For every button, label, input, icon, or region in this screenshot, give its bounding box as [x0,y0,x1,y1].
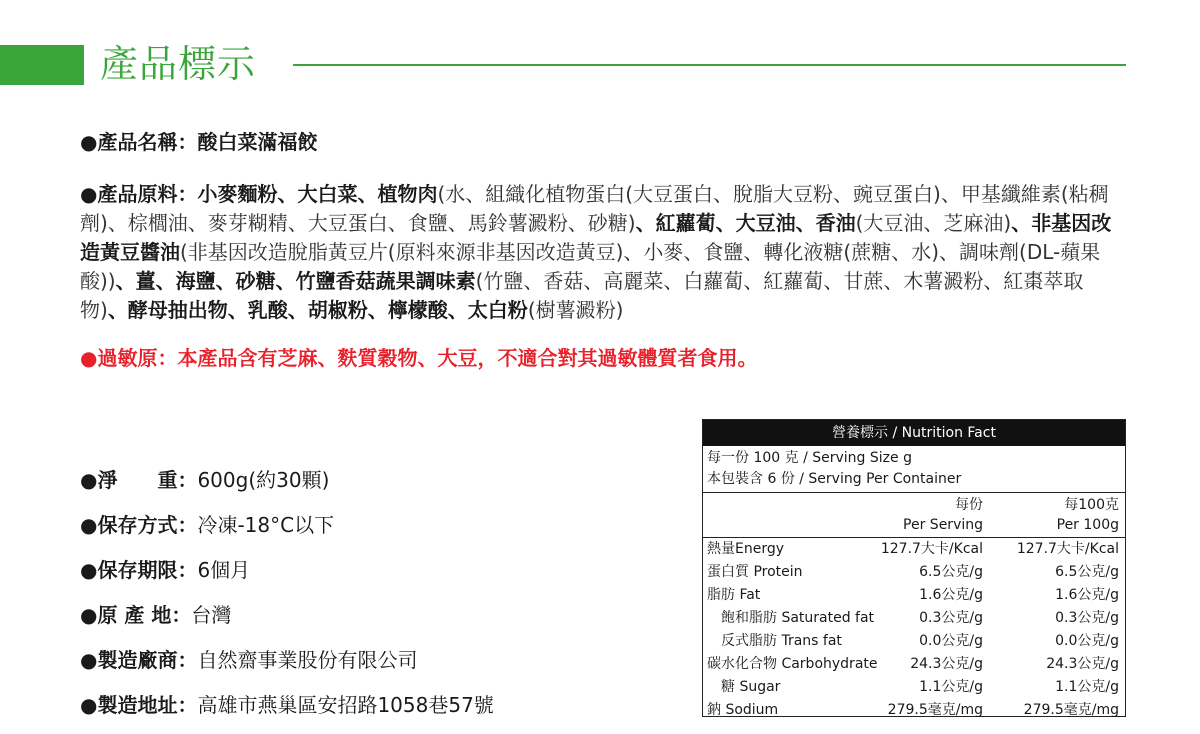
nutrition-title: 營養標示 / Nutrition Fact [703,420,1125,446]
nutrient-name: 飽和脂肪 Saturated fat [721,610,875,626]
info-label: 保存方式： [97,513,198,537]
nutrition-row [703,676,1125,699]
info-value: 台灣 [191,603,232,627]
ingredient-detail: (大豆油、芝麻油) [855,211,1012,235]
bullet-icon: ● [80,346,98,370]
ingredients-label: 產品原料： [97,182,198,206]
ingredient-main: 、酵母抽出物、乳酸、胡椒粉、檸檬酸、太白粉 [107,298,528,322]
col-per-serving-zh: 每份 [955,497,983,513]
info-row-storage [80,511,334,539]
info-row-address [80,691,494,719]
nutrient-per-serving: 1.6公克/g [919,587,983,603]
nutrient-per-100g: 1.1公克/g [1055,679,1119,695]
servings-per-container: 本包裝含 6 份 / Serving Per Container [707,471,962,487]
product-name-label: 產品名稱： [97,130,198,154]
bullet-icon: ● [80,693,98,717]
nutrient-per-serving: 279.5毫克/mg [887,702,983,718]
nutrition-row [703,561,1125,584]
allergen-text: 過敏原：本產品含有芝麻、麩質穀物、大豆，不適合對其過敏體質者食用。 [97,346,758,370]
bullet-icon: ● [80,130,98,154]
nutrition-column-headers [703,493,1125,537]
nutrition-row [703,584,1125,607]
info-label: 保存期限： [97,558,198,582]
nutrient-name: 熱量Energy [707,541,785,557]
col-per-100g-zh: 每100克 [1064,497,1119,513]
nutrient-per-100g: 6.5公克/g [1055,564,1119,580]
bullet-icon: ● [80,468,98,492]
nutrition-row [703,653,1125,676]
info-value: 600g(約30顆) [197,468,330,492]
bullet-icon: ● [80,603,98,627]
ingredients-text [80,182,1111,322]
ingredient-detail: (非基因改造脫脂黃豆片(原料來源非基因改造黃豆)、小麥、食鹽、轉化液糖(蔗糖、水)、調味劑(DL-蘋果酸)) [80,240,1101,293]
info-row-origin [80,601,231,629]
nutrient-name: 蛋白質 Protein [707,564,803,580]
ingredient-main: 、紅蘿蔔、大豆油、香油 [635,211,856,235]
nutrient-name: 脂肪 Fat [707,587,761,603]
ingredient-detail: (樹薯澱粉) [527,298,624,322]
nutrient-per-serving: 6.5公克/g [919,564,983,580]
bullet-icon: ● [80,558,98,582]
nutrient-per-serving: 127.7大卡/Kcal [880,541,983,557]
info-value: 高雄市燕巢區安招路1058巷57號 [197,693,494,717]
bullet-icon: ● [80,182,98,206]
nutrient-per-serving: 0.3公克/g [919,610,983,626]
info-label: 製造廠商： [97,648,198,672]
nutrient-name: 反式脂肪 Trans fat [721,633,842,649]
ingredient-main: 、薑、海鹽、砂糖、竹鹽香菇蔬果調味素 [115,269,476,293]
info-label: 原 產 地： [97,603,192,627]
ingredients-block [80,180,1130,325]
nutrient-per-100g: 24.3公克/g [1046,656,1119,672]
bullet-icon: ● [80,513,98,537]
info-value: 冷凍-18°C以下 [197,513,335,537]
serving-size: 每一份 100 克 / Serving Size g [707,450,912,466]
product-name-value: 酸白菜滿福餃 [197,130,318,154]
info-value: 自然齋事業股份有限公司 [197,648,418,672]
nutrient-per-serving: 0.0公克/g [919,633,983,649]
nutrient-per-serving: 24.3公克/g [910,656,983,672]
header-divider [293,64,1126,66]
nutrition-row [703,538,1125,561]
col-per-100g-en: Per 100g [1056,517,1119,533]
nutrient-per-100g: 127.7大卡/Kcal [1016,541,1119,557]
info-row-weight [80,466,329,494]
nutrition-rows [703,537,1125,722]
info-label: 淨 重： [97,468,198,492]
nutrient-per-serving: 1.1公克/g [919,679,983,695]
nutrient-per-100g: 0.3公克/g [1055,610,1119,626]
nutrition-row [703,607,1125,630]
nutrition-facts-table [702,419,1126,717]
info-row-manufacturer [80,646,417,674]
nutrient-name: 碳水化合物 Carbohydrate [707,656,878,672]
bullet-icon: ● [80,648,98,672]
ingredient-detail: (竹鹽、香菇、高麗菜、白蘿蔔、紅蘿蔔、甘蔗、木薯澱粉、紅棗萃取物) [80,269,1084,322]
nutrient-per-100g: 0.0公克/g [1055,633,1119,649]
ingredient-detail: (水、組織化植物蛋白(大豆蛋白、脫脂大豆粉、豌豆蛋白)、甲基纖維素(粘稠劑)、棕櫚油、麥芽糊精、大豆蛋白、食鹽、馬鈴薯澱粉、砂糖) [80,182,1109,235]
nutrition-row [703,699,1125,722]
allergen-row [80,344,757,372]
nutrient-per-100g: 1.6公克/g [1055,587,1119,603]
page-title: 產品標示 [100,42,257,86]
info-label: 製造地址： [97,693,198,717]
ingredient-main: 小麥麵粉、大白菜、植物肉 [197,182,438,206]
nutrition-row [703,630,1125,653]
ingredient-main: 、非基因改造黃豆醬油 [80,211,1112,264]
nutrient-name: 糖 Sugar [721,679,781,695]
nutrient-name: 鈉 Sodium [707,702,779,718]
nutrient-per-100g: 279.5毫克/mg [1023,702,1119,718]
product-name-row [80,128,317,156]
header-accent-bar [0,45,84,85]
info-row-shelf-life [80,556,250,584]
info-value: 6個月 [197,558,251,582]
col-per-serving-en: Per Serving [903,517,983,533]
